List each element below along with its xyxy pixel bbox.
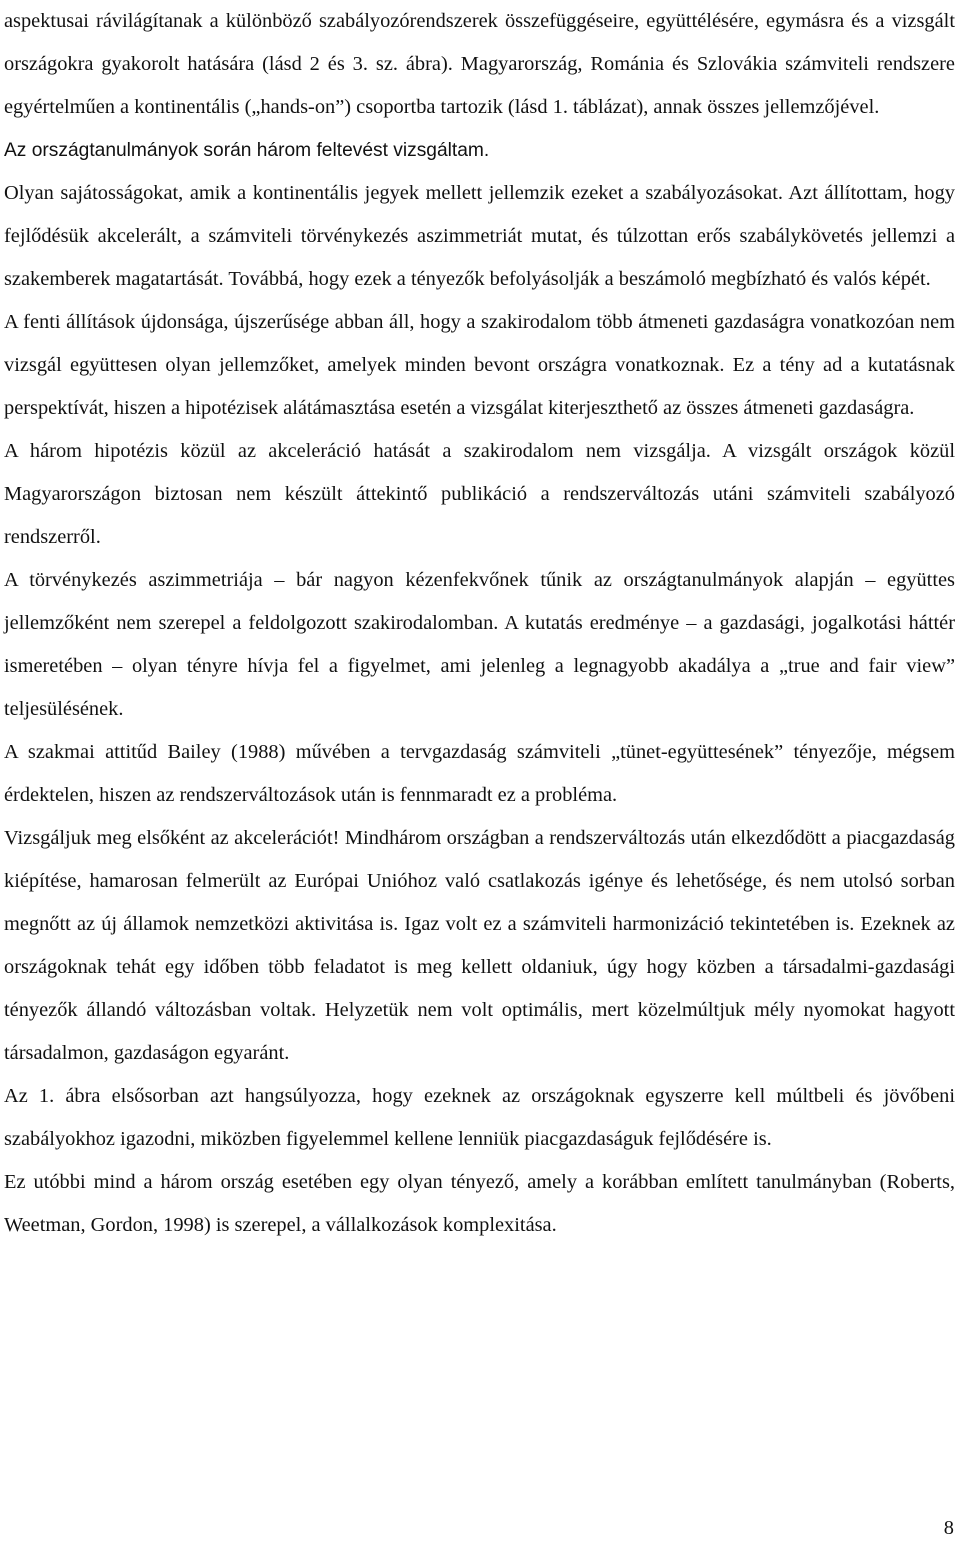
paragraph-intro: aspektusai rávilágítanak a különböző szabályozórendszerek összefüggéseire, együttélésére, egymásra és a vizsgált országokra gyakorolt hatására (lásd 2 és 3. sz. ábra). Magyarország, Románia és Szlovákia számviteli rendszere egyértelműen a kontinentális („hands-on”) csoportba tartozik (lásd 1. táblázat), annak összes jellemzőjével. <box>4 10 955 118</box>
paragraph-hypotheses-lead: Az országtanulmányok során három feltevést vizsgáltam. <box>4 140 490 161</box>
paragraph-complexity: Ez utóbbi mind a három ország esetében egy olyan tényező, amely a korábban említett tanulmányban (Roberts, Weetman, Gordon, 1998) is szerepel, a vállalkozások komplexitása. <box>4 1171 955 1236</box>
paragraph-figure-reference: Az 1. ábra elsősorban azt hangsúlyozza, hogy ezeknek az országoknak egyszerre kell múltbeli és jövőbeni szabályokhoz igazodni, miközben figyelemmel kellene lenniük piacgazdaságuk fejlődésére is. <box>4 1085 955 1150</box>
document-body <box>4 0 955 1247</box>
paragraph-acceleration: Vizsgáljuk meg elsőként az akcelerációt! Mindhárom országban a rendszerváltozás után elkezdődött a piacgazdaság kiépítése, hamarosan felmerült az Európai Unióhoz való csatlakozás igénye és lehetősége, és nem utolsó sorban megnőtt az új államok nemzetközi aktivitása is. Igaz volt ez a számviteli harmonizáció tekintetében is. Ezeknek az országoknak tehát egy időben több feladatot is meg kellett oldaniuk, úgy hogy közben a társadalmi-gazdasági tényezők állandó változásban voltak. Helyzetük nem volt optimális, mert közelmúltjuk mély nyomokat hagyott társadalmon, gazdaságon egyaránt. <box>4 827 955 1064</box>
paragraph-attitude: A szakmai attitűd Bailey (1988) művében a tervgazdaság számviteli „tünet-együttesének” tényezője, mégsem érdektelen, hiszen az rendszerváltozások után is fennmaradt ez a probléma. <box>4 741 955 806</box>
paragraph-hypotheses: Olyan sajátosságokat, amik a kontinentális jegyek mellett jellemzik ezeket a szabályozásokat. Azt állítottam, hogy fejlődésük akcelerált, a számviteli törvénykezés aszimmetriát mutat, és túlzottan erős szabálykövetés jellemzi a szakemberek magatartását. Továbbá, hogy ezek a tényezők befolyásolják a beszámoló megbízható és valós képét. <box>4 182 955 290</box>
paragraph-asymmetry: A törvénykezés aszimmetriája – bár nagyon kézenfekvőnek tűnik az országtanulmányok alapján – együttes jellemzőként nem szerepel a feldolgozott szakirodalomban. A kutatás eredménye – a gazdasági, jogalkotási háttér ismeretében – olyan tényre hívja fel a figyelmet, ami jelenleg a legnagyobb akadálya a „true and fair view” teljesülésének. <box>4 569 955 720</box>
paragraph-acceleration-literature: A három hipotézis közül az akceleráció hatását a szakirodalom nem vizsgálja. A vizsgált országok közül Magyarországon biztosan nem készült áttekintő publikáció a rendszerváltozás utáni számviteli szabályozó rendszerről. <box>4 440 955 548</box>
page-number: 8 <box>943 1517 954 1539</box>
paragraph-novelty: A fenti állítások újdonsága, újszerűsége abban áll, hogy a szakirodalom több átmeneti gazdaságra vonatkozóan nem vizsgál együttesen olyan jellemzőket, amelyek minden bevont országra vonatkoznak. Ez a tény ad a kutatásnak perspektívát, hiszen a hipotézisek alátámasztása esetén a vizsgálat kiterjeszthető az összes átmeneti gazdaságra. <box>4 311 955 419</box>
